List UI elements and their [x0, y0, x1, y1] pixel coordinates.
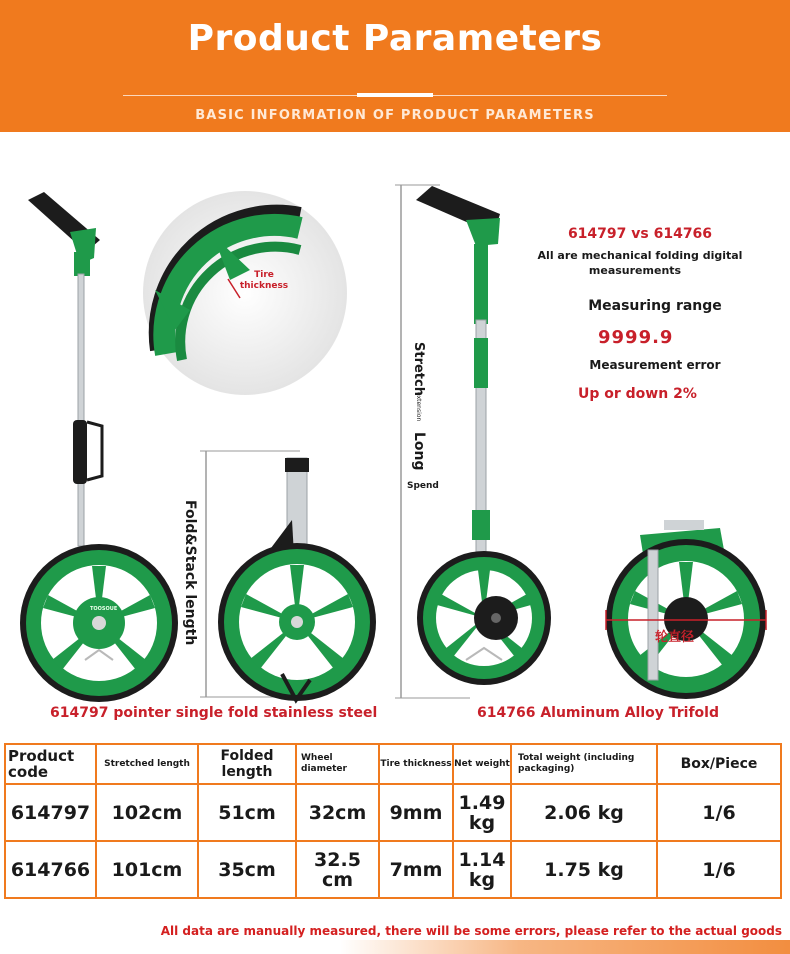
cell-folded-length: 51cm — [198, 784, 296, 841]
measuring-range-label: Measuring range — [588, 298, 722, 314]
long-label: Long — [411, 432, 427, 471]
info-line-2: measurements — [588, 264, 682, 277]
footnote: All data are manually measured, there will be some errors, please refer to the actual goods — [160, 924, 782, 938]
tire-thickness-label: Tire thickness — [239, 270, 289, 291]
cell-folded-length: 35cm — [198, 841, 296, 898]
product-illustrations — [0, 140, 790, 740]
table-row — [5, 784, 781, 841]
cell-total-weight: 1.75 kg — [511, 841, 657, 898]
col-wheel-diameter: Wheel diameter — [296, 744, 379, 784]
cell-stretched-length: 101cm — [96, 841, 198, 898]
cell-tire-thickness: 9mm — [379, 784, 453, 841]
cell-wheel-diameter: 32cm — [296, 784, 379, 841]
wheel-brand-label: TOOSOUE — [90, 606, 118, 612]
cell-tire-thickness: 7mm — [379, 841, 453, 898]
compare-title: 614797 vs 614766 — [567, 226, 713, 242]
col-net-weight: Net weight — [453, 744, 511, 784]
cell-box-piece: 1/6 — [657, 841, 781, 898]
tire-zoom-detail — [143, 191, 347, 395]
measurement-error-label: Measurement error — [589, 358, 721, 372]
cell-stretched-length: 102cm — [96, 784, 198, 841]
spec-table — [4, 743, 782, 899]
spend-label: Spend — [407, 481, 439, 491]
col-stretched-length: Stretched length — [96, 744, 198, 784]
wheel-diameter-mark: 轮直径 — [655, 630, 695, 645]
col-box-piece: Box/Piece — [657, 744, 781, 784]
measuring-range-value: 9999.9 — [598, 327, 674, 348]
cell-box-piece: 1/6 — [657, 784, 781, 841]
cell-product-code: 614797 — [5, 784, 96, 841]
stretch-extension-label: extension — [415, 392, 422, 422]
page-subtitle: BASIC INFORMATION OF PRODUCT PARAMETERS — [195, 108, 595, 123]
footnote-highlight — [340, 940, 790, 954]
col-folded-length: Folded length — [198, 744, 296, 784]
col-total-weight: Total weight (including packaging) — [511, 744, 657, 784]
walker-614766-folded — [606, 520, 766, 699]
cell-net-weight: 1.49 kg — [453, 784, 511, 841]
col-tire-thickness: Tire thickness — [379, 744, 453, 784]
table-row — [5, 841, 781, 898]
header-banner — [0, 0, 790, 132]
table-header-row — [5, 744, 781, 784]
col-product-code: Product code — [5, 744, 96, 784]
caption-614797: 614797 pointer single fold stainless steel — [50, 705, 378, 721]
header-divider-accent — [357, 93, 433, 97]
measurement-error-value: Up or down 2% — [578, 386, 697, 402]
info-line-1: All are mechanical folding digital — [537, 249, 743, 262]
stretch-label: Stretch — [411, 342, 426, 396]
cell-total-weight: 2.06 kg — [511, 784, 657, 841]
cell-product-code: 614766 — [5, 841, 96, 898]
page-title: Product Parameters — [187, 18, 603, 59]
fold-stack-length-label: Fold&Stack length — [182, 500, 198, 646]
walker-614797-folded — [218, 458, 376, 701]
cell-wheel-diameter: 32.5 cm — [296, 841, 379, 898]
caption-614766: 614766 Aluminum Alloy Trifold — [477, 705, 719, 721]
cell-net-weight: 1.14 kg — [453, 841, 511, 898]
